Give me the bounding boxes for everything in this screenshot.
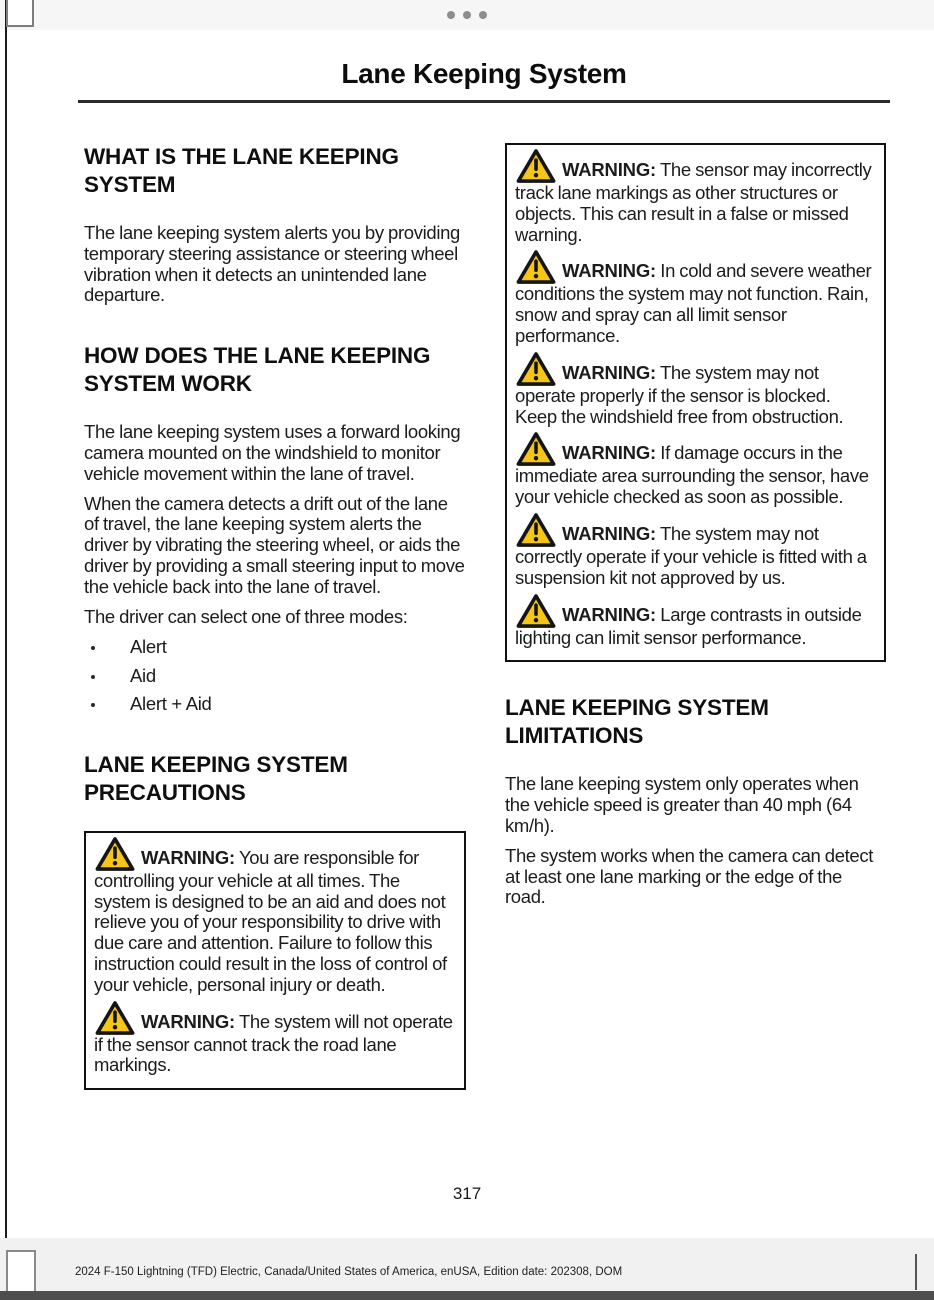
paragraph: When the camera detects a drift out of the lane of travel, the lane keeping system alerts the driver by vibrating the steering wheel, or aids the driver by providing a small steering input to move the vehicle back into the lane of travel. bbox=[84, 492, 465, 597]
warning-item bbox=[515, 149, 876, 245]
warning-text: You are responsible for controlling your vehicle at all times. The system is designed to be an aid and does not relieve you of your responsibility to drive with due care and attention. Failure to follow this instruction could result in the loss of control of your vehicle, personal injury or death. bbox=[94, 846, 447, 995]
bottom-right-edge-mark bbox=[915, 1254, 917, 1290]
warning-text: In cold and severe weather conditions the system may not function. Rain, snow and spray can all limit sensor performance. bbox=[515, 260, 872, 346]
edition-line: 2024 F-150 Lightning (TFD) Electric, Canada/United States of America, enUSA, Edition date: 202308, DOM bbox=[75, 1266, 623, 1278]
warning-item bbox=[515, 513, 876, 589]
ellipsis-dots-icon[interactable] bbox=[447, 11, 487, 19]
warning-triangle-icon bbox=[515, 594, 557, 628]
warning-triangle-icon bbox=[94, 1001, 136, 1035]
page-title: Lane Keeping System bbox=[341, 58, 627, 89]
warning-item bbox=[515, 594, 876, 649]
warning-text: The system may not correctly operate if your vehicle is fitted with a suspension kit not approved by us. bbox=[515, 522, 867, 588]
warning-text: Large contrasts in outside lighting can limit sensor performance. bbox=[515, 603, 862, 648]
paragraph: The lane keeping system only operates when the vehicle speed is greater than 40 mph (64 km/h). bbox=[505, 773, 859, 836]
left-column bbox=[84, 143, 466, 1090]
page-number: 317 bbox=[452, 1184, 482, 1203]
warning-text: The sensor may incorrectly track lane markings as other structures or objects. This can result in a false or missed warning. bbox=[515, 159, 872, 245]
page-edge-line bbox=[5, 0, 7, 1300]
warning-triangle-icon bbox=[94, 837, 136, 871]
warning-text: The system will not operate if the sensor cannot track the road lane markings. bbox=[94, 1010, 453, 1076]
section-heading-precautions: LANE KEEPING SYSTEM PRECAUTIONS bbox=[84, 751, 348, 805]
warning-box-precautions bbox=[84, 831, 466, 1090]
mode-list-item: Alert + Aid bbox=[84, 694, 466, 715]
warning-triangle-icon bbox=[515, 513, 557, 547]
section-heading-limitations: LANE KEEPING SYSTEM LIMITATIONS bbox=[505, 695, 769, 749]
warning-item bbox=[515, 250, 876, 346]
warning-text: The system may not operate properly if the sensor is blocked. Keep the windshield free from obstruction. bbox=[515, 361, 844, 427]
warning-label: WARNING: bbox=[562, 442, 656, 464]
warning-label: WARNING: bbox=[562, 159, 656, 180]
paragraph: The lane keeping system alerts you by providing temporary steering assistance or steering wheel vibration when it detects an unintended lane departure. bbox=[84, 222, 460, 306]
right-column bbox=[505, 143, 886, 917]
warning-label: WARNING: bbox=[141, 1010, 235, 1032]
warning-label: WARNING: bbox=[141, 846, 235, 868]
warning-box-sensor bbox=[505, 143, 886, 662]
warning-triangle-icon bbox=[515, 149, 557, 183]
bottom-left-corner-mark bbox=[6, 1250, 36, 1296]
paragraph: The system works when the camera can detect at least one lane marking or the edge of the road. bbox=[505, 844, 874, 908]
footer-strip bbox=[0, 1238, 934, 1291]
mode-list-item: Alert bbox=[84, 637, 466, 658]
top-left-corner-mark bbox=[6, 0, 34, 27]
warning-item bbox=[515, 432, 876, 508]
warning-label: WARNING: bbox=[562, 522, 656, 544]
section-heading-what-is: WHAT IS THE LANE KEEPING SYSTEM bbox=[84, 144, 399, 197]
warning-triangle-icon bbox=[515, 352, 557, 386]
warning-label: WARNING: bbox=[562, 603, 656, 625]
mode-list-item: Aid bbox=[84, 666, 466, 687]
warning-item bbox=[94, 1001, 456, 1077]
dot-icon bbox=[479, 11, 487, 19]
title-divider bbox=[78, 100, 890, 103]
bottom-window-bar bbox=[0, 1291, 934, 1300]
paragraph: The lane keeping system uses a forward looking camera mounted on the windshield to monitor vehicle movement within the lane of travel. bbox=[84, 421, 461, 484]
warning-label: WARNING: bbox=[562, 260, 656, 282]
paragraph: The driver can select one of three modes: bbox=[84, 605, 408, 627]
warning-item bbox=[515, 352, 876, 428]
warning-label: WARNING: bbox=[562, 361, 656, 383]
warning-triangle-icon bbox=[515, 250, 557, 284]
section-heading-how-does: HOW DOES THE LANE KEEPING SYSTEM WORK bbox=[84, 343, 431, 397]
dot-icon bbox=[447, 11, 455, 19]
mode-list bbox=[84, 637, 466, 714]
warning-text: If damage occurs in the immediate area surrounding the sensor, have your vehicle checked as soon as possible. bbox=[515, 442, 869, 508]
warning-item bbox=[94, 837, 456, 996]
dot-icon bbox=[463, 11, 471, 19]
warning-triangle-icon bbox=[515, 432, 557, 466]
